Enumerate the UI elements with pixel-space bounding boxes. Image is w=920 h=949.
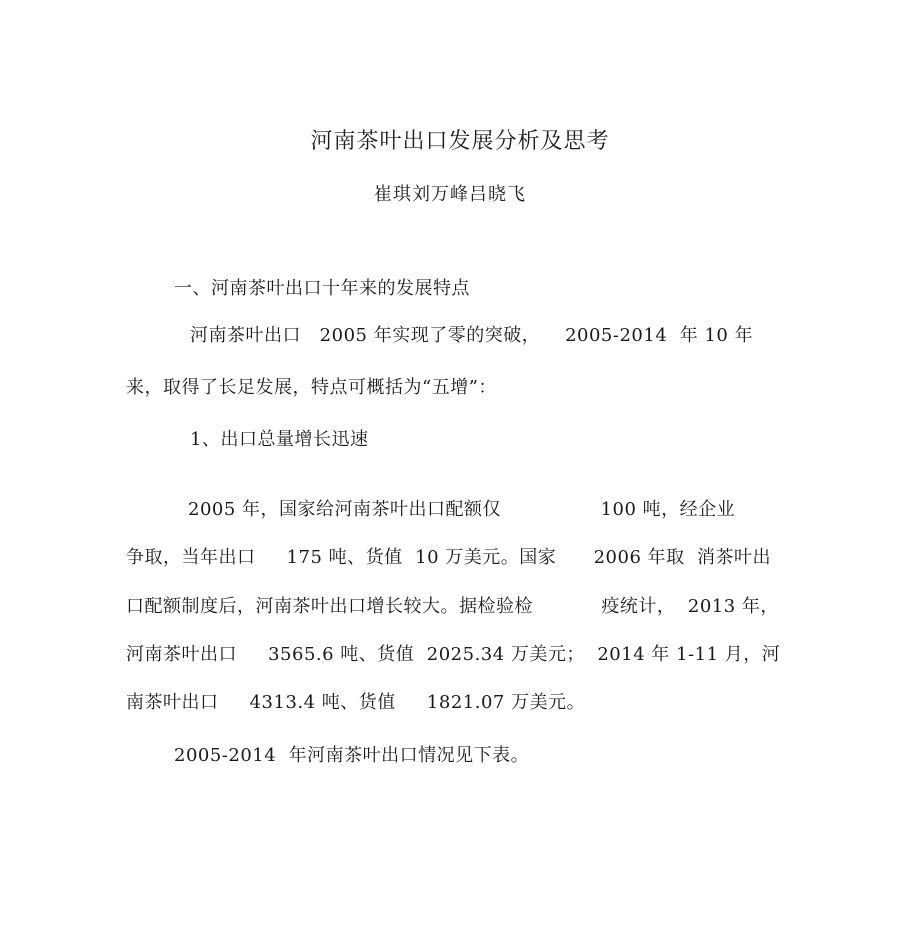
body-line-2: 争取，当年出口 175 吨、货值 10 万美元。国家 2006 年取 消茶叶出 [126,547,772,568]
body-line-3: 口配额制度后，河南茶叶出口增长较大。据检验检 疫统计， 2013 年， [126,596,779,617]
intro-line-2: 来，取得了长足发展，特点可概括为“五增”： [126,377,497,398]
document-title: 河南茶叶出口发展分析及思考 [310,129,610,154]
section-heading: 一、河南茶叶出口十年来的发展特点 [174,278,470,299]
document-authors: 崔琪刘万峰吕晓飞 [374,184,526,205]
subsection-heading: 1、出口总量增长迅速 [190,429,369,450]
body-line-1: 2005 年，国家给河南茶叶出口配额仅 100 吨，经企业 [188,499,736,520]
body-line-5: 南茶叶出口 4313.4 吨、货值 1821.07 万美元。 [126,692,586,713]
intro-line-1: 河南茶叶出口 2005 年实现了零的突破， 2005-2014 年 10 年 [190,325,754,346]
table-intro: 2005-2014 年河南茶叶出口情况见下表。 [174,745,530,766]
body-line-4: 河南茶叶出口 3565.6 吨、货值 2025.34 万美元； 2014 年 1-11 月，河 [126,644,781,665]
